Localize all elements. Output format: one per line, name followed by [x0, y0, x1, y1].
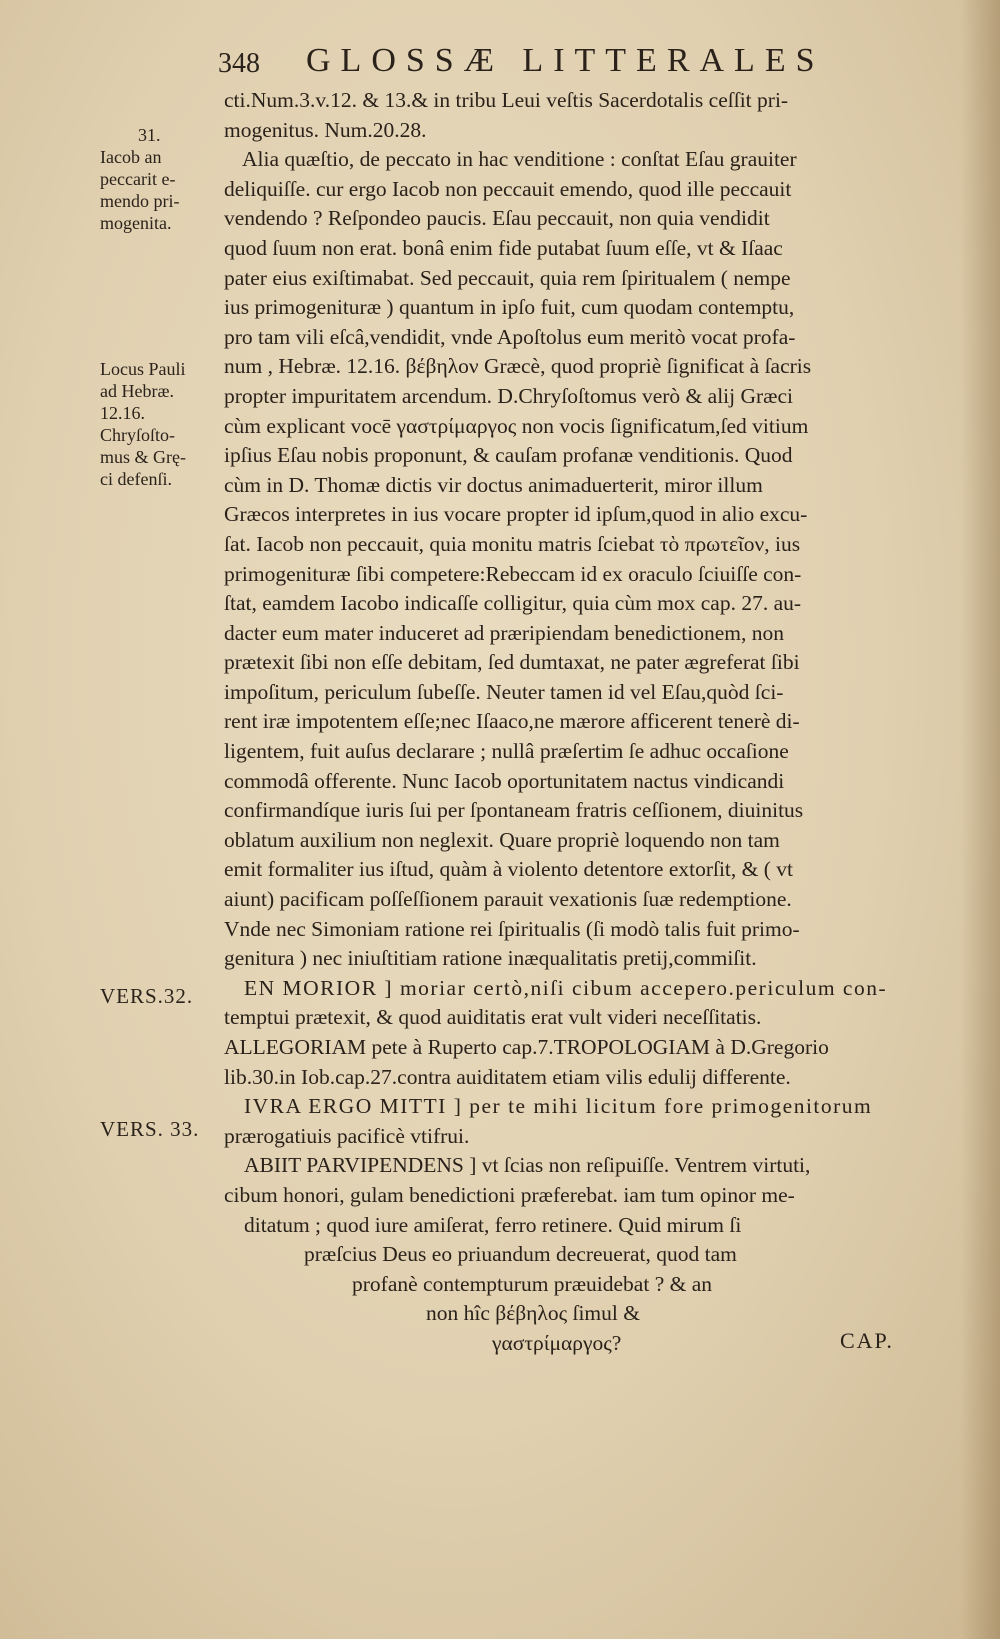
text-line: confirmandíque iuris ſui per ſpontaneam fratris ceſſionem, diuinitus	[224, 798, 804, 823]
text-line: ipſius Eſau nobis proponunt, & cauſam profanæ venditionis. Quod	[224, 443, 793, 468]
margin-note-line: mendo pri-	[100, 191, 180, 211]
text-line: oblatum auxilium non neglexit. Quare propriè loquendo non tam	[224, 827, 780, 852]
text-line: ditatum ; quod iure amiſerat, ferro retinere. Quid mirum ſi	[244, 1212, 742, 1237]
margin-note-line: ad Hebræ.	[100, 381, 174, 401]
text-line: præſcius Deus eo priuandum decreuerat, quod tam	[304, 1242, 737, 1267]
verse-33-label: VERS. 33.	[100, 1117, 200, 1141]
text-line: pater eius exiſtimabat. Sed peccauit, quia rem ſpiritualem ( nempe	[224, 265, 791, 290]
text-line: num , Hebræ. 12.16. βέβηλον Græcè, quod propriè ſignificat à ſacris	[224, 354, 812, 379]
text-line: Vnde nec Simoniam ratione rei ſpiritualis (ſi modò talis fuit primo-	[224, 916, 800, 941]
text-line: dacter eum mater induceret ad præripiendam benedictionem, non	[224, 620, 784, 645]
text-line: genitura ) nec iniuſtitiam ratione inæqualitatis pretij,commiſit.	[224, 946, 757, 971]
running-head	[218, 42, 918, 82]
text-line: quod ſuum non erat. bonâ enim fide putabat ſuum eſſe, vt & Iſaac	[224, 235, 783, 260]
text-line: temptui prætexit, & quod auiditatis erat vult videri neceſſitatis.	[224, 1005, 762, 1030]
text-line: ALLEGORIAM pete à Ruperto cap.7.TROPOLOGIAM à D.Gregorio	[224, 1035, 829, 1059]
text-line: cùm explicant vocē γαστρίμαργος non vocis ſignificatum,ſed vitium	[224, 413, 809, 438]
text-line: emit formaliter ius iſtud, quàm à violento detentore extorſit, & ( vt	[224, 857, 794, 882]
margin-note-line: Chryſoſto-	[100, 425, 175, 445]
text-line: cùm in D. Thomæ dictis vir doctus animaduerterit, miror illum	[224, 472, 763, 497]
text-line: non hîc βέβηλος ſimul &	[426, 1301, 640, 1326]
margin-note-line: peccarit e-	[100, 169, 176, 189]
text-line: prætexit ſibi non eſſe debitam, ſed dumtaxat, ne pater ægreferat ſibi	[224, 650, 800, 675]
text-line: γαστρίμαργος?	[492, 1330, 622, 1355]
text-line: mogenitus. Num.20.28.	[224, 117, 427, 142]
lemma-line: EN MORIOR ] moriar certò,niſi cibum accepero.periculum con-	[244, 975, 888, 1000]
margin-note-line: Iacob an	[100, 147, 162, 167]
catchword: CAP.	[840, 1328, 894, 1353]
page-number: 348	[218, 48, 260, 79]
text-line: vendendo ? Reſpondeo paucis. Eſau peccauit, non quia vendidit	[224, 206, 770, 231]
text-line: ligentem, fuit auſus declarare ; nullâ præſertim ſe adhuc occaſione	[224, 739, 789, 764]
text-line: propter impuritatem arcendum. D.Chryſoſtomus verò & alij Græci	[224, 383, 794, 408]
verse-32-label: VERS.32.	[100, 984, 194, 1008]
text-line: pro tam vili eſcâ,vendidit, vnde Apoſtolus eum meritò vocat profa-	[224, 324, 796, 349]
text-line: cibum honori, gulam benedictioni præferebat. iam tum opinor me-	[224, 1182, 795, 1207]
margin-note-line: ci defenſi.	[100, 469, 172, 489]
text-line: ius primogenituræ ) quantum in ipſo fuit, cum quodam contemptu,	[224, 295, 795, 320]
margin-note-line: 31.	[138, 125, 161, 145]
margin-note-line: Locus Pauli	[100, 359, 186, 379]
text-line: Alia quæſtio, de peccato in hac venditione : conſtat Eſau grauiter	[242, 147, 797, 172]
text-line: ſtat, eamdem Iacobo indicaſſe colligitur, quia cùm mox cap. 27. au-	[224, 591, 802, 616]
lemma-line: ABIIT PARVIPENDENS ] vt ſcias non reſipuiſſe. Ventrem virtuti,	[244, 1153, 811, 1178]
running-title: GLOSSÆ LITTERALES	[306, 42, 825, 79]
text-line: aiunt) pacificam poſſeſſionem parauit vexationis ſuæ redemptione.	[224, 887, 792, 912]
commentary-text	[224, 86, 904, 1359]
text-line: ſat. Iacob non peccauit, quia monitu matris ſciebat τὸ πρωτεῖον, ius	[224, 531, 801, 556]
margin-note-locus-pauli	[100, 358, 218, 490]
text-line: rent iræ impotentem eſſe;nec Iſaaco,ne mærore afficerent tenerè di-	[224, 709, 800, 734]
lemma-line: IVRA ERGO MITTI ] per te mihi licitum fore primogenitorum	[244, 1094, 873, 1119]
margin-note-line: mogenita.	[100, 213, 172, 233]
text-line: prærogatiuis pacificè vtifrui.	[224, 1123, 470, 1148]
margin-note-line: 12.16.	[100, 403, 145, 423]
text-line: Græcos interpretes in ius vocare propter id ipſum,quod in alio excu-	[224, 502, 808, 527]
margin-note-line: mus & Grę-	[100, 447, 186, 467]
text-line: cti.Num.3.v.12. & 13.& in tribu Leui veſtis Sacerdotalis ceſſit pri-	[224, 88, 789, 112]
text-line: impoſitum, periculum ſubeſſe. Neuter tamen id vel Eſau,quòd ſci-	[224, 679, 784, 704]
text-line: lib.30.in Iob.cap.27.contra auiditatem etiam vilis edulij differente.	[224, 1064, 791, 1089]
text-line: commodâ offerente. Nunc Iacob oportunitatem nactus vindicandi	[224, 768, 785, 793]
text-line: profanè contempturum præuidebat ? & an	[352, 1271, 713, 1296]
margin-note-31	[100, 124, 218, 234]
text-line: primogenituræ ſibi competere:Rebeccam id ex oraculo ſciuiſſe con-	[224, 561, 802, 586]
text-line: deliquiſſe. cur ergo Iacob non peccauit emendo, quod ille peccauit	[224, 176, 792, 201]
